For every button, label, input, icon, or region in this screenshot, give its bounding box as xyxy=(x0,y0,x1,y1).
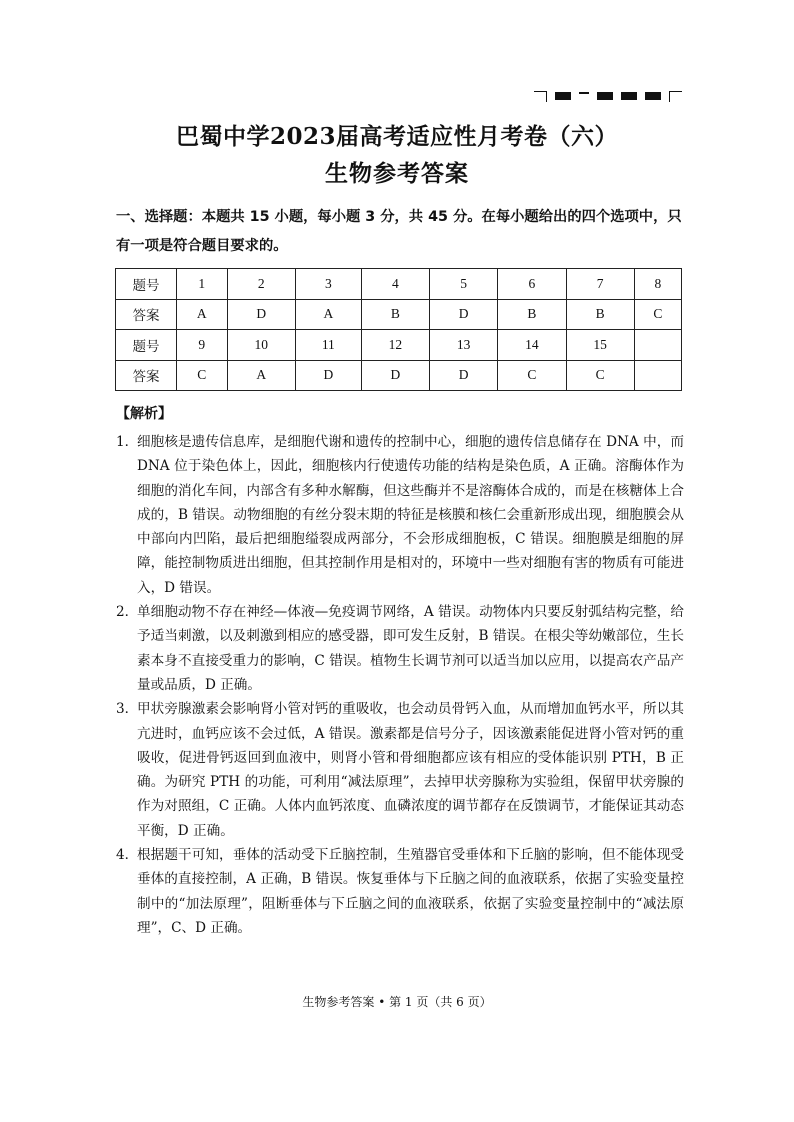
table-cell: 7 xyxy=(566,269,634,300)
table-cell: 11 xyxy=(295,330,361,361)
mark-block xyxy=(555,92,571,100)
table-cell: 13 xyxy=(430,330,498,361)
registration-marks xyxy=(534,90,682,102)
item-text: 细胞核是遗传信息库，是细胞代谢和遗传的控制中心，细胞的遗传信息储存在 DNA 中，而 DNA 位于染色体上，因此，细胞核内行使遗传功能的结构是染色质，A 正确。溶酶体作为细胞的消化车间，内部含有多种水解酶，但这些酶并不是溶酶体合成的，而是在核糖体上合成的，B 错误。动物细胞的有丝分裂末期的特征是核膜和核仁会重新形成出现，细胞膜会从中部向内凹陷，最后把细胞缢裂成两部分，不会形成细胞板，C 错误。细胞膜是细胞的屏障，能控制物质进出细胞，但其控制作用是相对的，环境中一些对细胞有害的物质有可能进入，D 错误。 xyxy=(137,434,684,596)
table-cell: 5 xyxy=(430,269,498,300)
table-cell: C xyxy=(498,360,566,391)
page-footer: 生物参考答案 • 第 1 页（共 6 页） xyxy=(302,995,492,1009)
table-cell: B xyxy=(566,299,634,330)
row-label: 答案 xyxy=(116,299,177,330)
corner-bracket-left xyxy=(534,91,547,102)
item-number: 2． xyxy=(116,604,139,621)
table-cell: 1 xyxy=(177,269,228,300)
table-cell: A xyxy=(177,299,228,330)
table-cell: 3 xyxy=(295,269,361,300)
table-cell: 10 xyxy=(227,330,295,361)
table-row xyxy=(116,299,682,330)
table-cell: C xyxy=(566,360,634,391)
mark-dash xyxy=(579,92,589,94)
table-cell: 9 xyxy=(177,330,228,361)
table-cell: A xyxy=(295,299,361,330)
item-text: 单细胞动物不存在神经—体液—免疫调节网络，A 错误。动物体内只要反射弧结构完整，给予适当刺激，以及刺激到相应的感受器，即可发生反射，B 错误。在根尖等幼嫩部位，生长素本身不直接受重力的影响，C 错误。植物生长调节剂可以适当加以应用，以提高农产品产量或品质，D 正确。 xyxy=(137,604,684,693)
explanation-item xyxy=(116,430,684,600)
table-cell: A xyxy=(227,360,295,391)
mark-block xyxy=(597,92,613,100)
explanation-item xyxy=(116,843,684,940)
exam-title: 巴蜀中学2023届高考适应性月考卷（六） xyxy=(175,123,618,150)
table-cell: D xyxy=(295,360,361,391)
table-cell: D xyxy=(430,299,498,330)
explanation-item xyxy=(116,600,684,697)
table-row xyxy=(116,330,682,361)
subtitle: 生物参考答案 xyxy=(325,160,469,187)
table-cell: C xyxy=(177,360,228,391)
table-cell: 8 xyxy=(634,269,681,300)
table-cell: B xyxy=(361,299,429,330)
table-cell: C xyxy=(634,299,681,330)
section-heading: 一、选择题：本题共 15 小题，每小题 3 分，共 45 分。在每小题给出的四个选项中，只有一项是符合题目要求的。 xyxy=(116,209,682,254)
row-label: 题号 xyxy=(116,330,177,361)
row-label: 答案 xyxy=(116,360,177,391)
table-cell: D xyxy=(361,360,429,391)
table-cell xyxy=(634,360,681,391)
table-cell: 6 xyxy=(498,269,566,300)
explanation-item xyxy=(116,697,684,843)
analysis-heading: 【解析】 xyxy=(116,406,172,422)
item-number: 4． xyxy=(116,847,139,864)
explanation-list xyxy=(116,430,684,940)
table-cell: 14 xyxy=(498,330,566,361)
mark-block xyxy=(621,92,637,100)
mark-block xyxy=(645,92,661,100)
table-cell: 4 xyxy=(361,269,429,300)
row-label: 题号 xyxy=(116,269,177,300)
item-number: 3． xyxy=(116,701,139,718)
table-row xyxy=(116,360,682,391)
item-number: 1． xyxy=(116,434,139,450)
table-cell xyxy=(634,330,681,361)
table-row xyxy=(116,269,682,300)
table-cell: 12 xyxy=(361,330,429,361)
table-cell: B xyxy=(498,299,566,330)
table-cell: 15 xyxy=(566,330,634,361)
answer-table xyxy=(115,268,682,391)
table-cell: 2 xyxy=(227,269,295,300)
table-cell: D xyxy=(227,299,295,330)
table-cell: D xyxy=(430,360,498,391)
item-text: 甲状旁腺激素会影响肾小管对钙的重吸收，也会动员骨钙入血，从而增加血钙水平，所以其亢进时，血钙应该不会过低，A 错误。激素都是信号分子，因该激素能促进肾小管对钙的重吸收，促进骨钙返回到血液中，则肾小管和骨细胞都应该有相应的受体能识别 PTH，B 正确。为研究 PTH 的功能，可利用“减法原理”，去掉甲状旁腺称为实验组，保留甲状旁腺的作为对照组，C 正确。人体内血钙浓度、血磷浓度的调节都存在反馈调节，才能保证其动态平衡，D 正确。 xyxy=(137,701,684,839)
corner-bracket-right xyxy=(669,91,682,102)
item-text: 根据题干可知，垂体的活动受下丘脑控制，生殖器官受垂体和下丘脑的影响，但不能体现受垂体的直接控制，A 正确，B 错误。恢复垂体与下丘脑之间的血液联系，依据了实验变量控制中的“加法原理”，阻断垂体与下丘脑之间的血液联系，依据了实验变量控制中的“减法原理”，C、D 正确。 xyxy=(137,847,684,936)
